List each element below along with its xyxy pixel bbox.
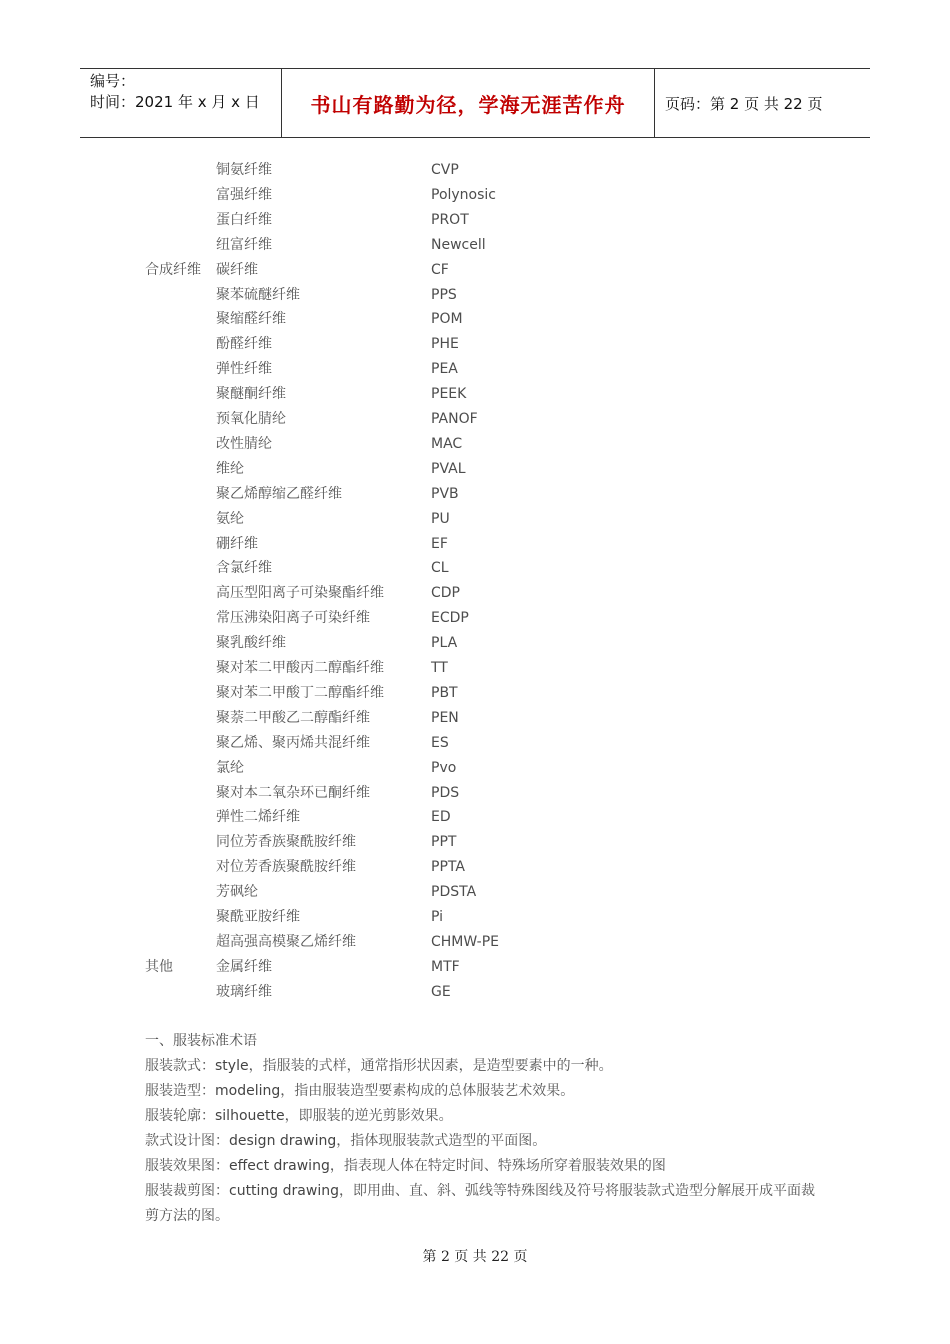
number-label: 编号： [90,72,136,90]
fiber-row [0,357,950,382]
fiber-code: ED [431,809,451,826]
fiber-code: GE [431,983,451,1000]
term-label: 服装裁剪图： [145,1183,229,1199]
fiber-name: 常压沸染阳离子可染纤维 [216,610,370,627]
term-en: style [215,1058,249,1074]
fiber-name: 维纶 [216,460,244,477]
header-divider [654,69,655,137]
fiber-row [0,756,950,781]
term-desc: ，即用曲、直、斜、弧线等特殊图线及符号将服装款式造型分解展开成平面裁剪方法的图。 [145,1183,815,1224]
term-desc: ，指服装的式样，通常指形状因素，是造型要素中的一种。 [248,1058,613,1074]
fiber-name: 蛋白纤维 [216,211,272,228]
term-label: 服装效果图： [145,1158,229,1174]
term-desc: ，指体现服装款式造型的平面图。 [336,1133,547,1149]
fiber-code: PPT [431,834,457,851]
fiber-row [0,980,950,1005]
fiber-code: CF [431,261,449,278]
term-label: 服装轮廓： [145,1108,215,1124]
section-title: 一、服装标准术语 [145,1033,257,1049]
fiber-row [0,706,950,731]
fiber-code: PDSTA [431,884,477,901]
fiber-row [0,507,950,532]
fiber-name: 聚乙烯、聚丙烯共混纤维 [216,734,370,751]
fiber-name: 聚乳酸纤维 [216,635,286,652]
term-list [145,1054,825,1229]
term-label: 服装造型： [145,1083,215,1099]
term-desc: ，指表现人体在特定时间、特殊场所穿着服装效果的图 [329,1158,666,1174]
fiber-name: 聚缩醛纤维 [216,311,286,328]
fiber-code: PBT [431,684,458,701]
fiber-code: PU [431,510,450,527]
term-definition [145,1079,825,1104]
term-label: 服装款式： [145,1058,215,1074]
fiber-row [0,631,950,656]
fiber-row [0,930,950,955]
header-motto: 书山有路勤为径，学海无涯苦作舟 [310,93,626,117]
fiber-row [0,258,950,283]
fiber-code: PEN [431,709,459,726]
terms-section [145,1029,825,1229]
fiber-code: PDS [431,784,460,801]
fiber-category: 其他 [145,958,173,975]
fiber-code: POM [431,311,463,328]
fiber-row [0,855,950,880]
fiber-row [0,880,950,905]
fiber-row [0,307,950,332]
term-label: 款式设计图： [145,1133,229,1149]
fiber-row [0,532,950,557]
fiber-code: PLA [431,635,458,652]
fiber-row [0,407,950,432]
fiber-name: 超高强高模聚乙烯纤维 [216,933,356,950]
fiber-code: Pvo [431,759,457,776]
term-desc: ，即服装的逆光剪影效果。 [284,1108,453,1124]
fiber-code: PPS [431,286,457,303]
fiber-name: 预氧化腈纶 [216,411,286,427]
fiber-row [0,581,950,606]
fiber-code: TT [431,660,448,676]
fiber-name: 硼纤维 [216,535,258,552]
fiber-row [0,233,950,258]
fiber-code: PANOF [431,411,478,427]
fiber-name: 聚萘二甲酸乙二醇酯纤维 [216,709,370,726]
fiber-code: CDP [431,585,460,602]
term-definition [145,1104,825,1129]
fiber-name: 富强纤维 [216,186,272,203]
fiber-name: 氯纶 [216,759,244,776]
fiber-category: 合成纤维 [145,261,201,278]
term-en: silhouette [215,1108,285,1124]
fiber-name: 对位芳香族聚酰胺纤维 [216,859,356,876]
fiber-code: ES [431,734,449,751]
fiber-row [0,158,950,183]
fiber-name: 弹性纤维 [216,361,272,378]
fiber-code: PVAL [431,460,466,477]
fiber-row [0,208,950,233]
term-definition [145,1154,825,1179]
fiber-code: PEEK [431,386,467,403]
fiber-name: 聚苯硫醚纤维 [216,286,300,303]
fiber-name: 含氯纤维 [216,560,272,577]
fiber-row [0,457,950,482]
fiber-row [0,805,950,830]
fiber-name: 酚醛纤维 [216,336,272,353]
fiber-code: EF [431,535,448,552]
fiber-code: MTF [431,958,460,975]
term-definition [145,1129,825,1154]
fiber-code: CHMW-PE [431,933,499,950]
fiber-name: 高压型阳离子可染聚酯纤维 [216,585,384,602]
term-definition [145,1179,825,1229]
fiber-row [0,183,950,208]
fiber-name: 玻璃纤维 [216,983,272,1000]
fiber-code: MAC [431,435,463,452]
fiber-name: 芳砜纶 [216,884,258,901]
fiber-code: PHE [431,336,459,353]
fiber-row [0,681,950,706]
fiber-name: 纽富纤维 [216,236,272,253]
fiber-row [0,382,950,407]
term-definition [145,1054,825,1079]
term-en: design drawing [229,1133,337,1149]
fiber-code: PEA [431,361,458,378]
header-page-info: 页码：第 2 页 共 22 页 [665,95,823,113]
fiber-code: Polynosic [431,186,497,203]
fiber-row [0,830,950,855]
fiber-name: 聚乙烯醇缩乙醛纤维 [216,485,342,502]
page-header [80,68,870,138]
time-label: 时间：2021 年 x 月 x 日 [90,93,260,111]
fiber-row [0,731,950,756]
fiber-code: CVP [431,162,459,178]
fiber-row [0,905,950,930]
header-left-block [90,71,260,113]
term-desc: ，指由服装造型要素构成的总体服装艺术效果。 [280,1083,575,1099]
fiber-row [0,332,950,357]
fiber-code: ECDP [431,610,469,627]
fiber-code: Newcell [431,236,486,253]
fiber-name: 聚对苯二甲酸丁二醇酯纤维 [216,684,384,701]
fiber-name: 碳纤维 [216,261,258,278]
fiber-name: 金属纤维 [216,958,272,975]
fiber-code: PPTA [431,859,465,876]
fiber-row [0,656,950,681]
fiber-name: 聚对苯二甲酸丙二醇酯纤维 [216,660,384,676]
fiber-code: PVB [431,485,459,502]
fiber-row [0,432,950,457]
term-en: cutting drawing [229,1183,339,1199]
fiber-name: 弹性二烯纤维 [216,809,300,826]
fiber-name: 氨纶 [216,510,244,527]
fiber-name: 聚对本二氧杂环已酮纤维 [216,784,370,801]
fiber-row [0,781,950,806]
fiber-row [0,283,950,308]
fiber-name: 改性腈纶 [216,435,272,452]
fiber-code: CL [431,560,449,577]
fiber-code: Pi [431,909,444,925]
term-en: effect drawing [229,1158,330,1174]
page-footer: 第 2 页 共 22 页 [422,1249,528,1265]
fiber-name: 聚醚酮纤维 [216,386,286,403]
fiber-code: PROT [431,211,469,228]
fiber-row [0,482,950,507]
fiber-row [0,955,950,980]
fiber-name: 铜氨纤维 [216,162,272,178]
fiber-row [0,556,950,581]
fiber-row [0,606,950,631]
fiber-name: 聚酰亚胺纤维 [216,909,300,925]
fiber-name: 同位芳香族聚酰胺纤维 [216,834,356,851]
term-en: modeling [215,1083,281,1099]
